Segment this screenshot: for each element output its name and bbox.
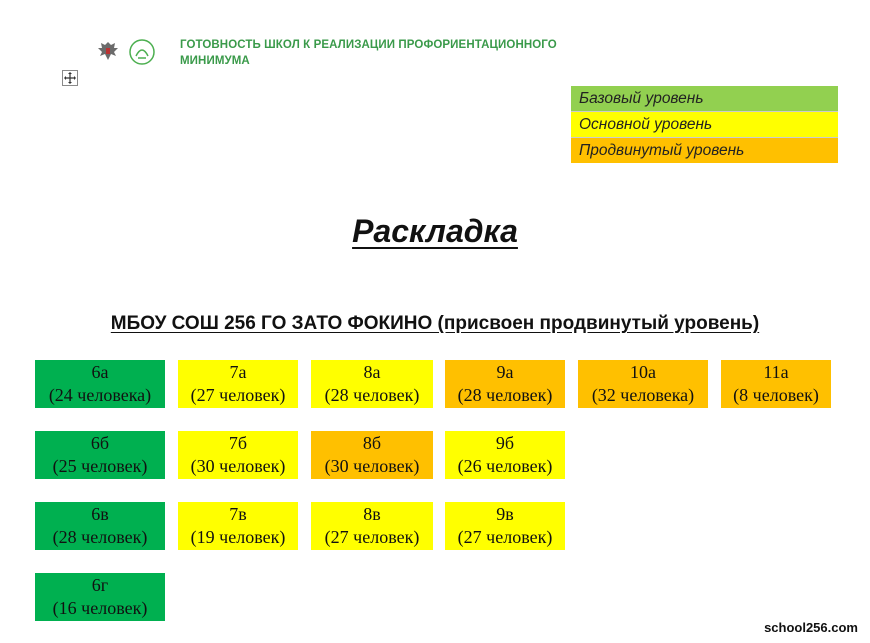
class-student-count: (8 человек) <box>733 385 819 405</box>
class-name: 8в <box>363 504 381 524</box>
class-name: 9б <box>495 433 515 453</box>
class-student-count: (27 человек) <box>190 385 286 405</box>
class-name: 8б <box>362 433 382 453</box>
class-name: 6а <box>91 362 109 382</box>
class-name: 7б <box>228 433 248 453</box>
school-title-wrap <box>0 313 870 335</box>
legend-basic-level: Базовый уровень <box>571 86 838 112</box>
watermark: school256.com <box>764 620 858 635</box>
class-student-count: (19 человек) <box>190 527 286 547</box>
class-name: 9а <box>496 362 514 382</box>
header-title: ГОТОВНОСТЬ ШКОЛ К РЕАЛИЗАЦИИ ПРОФОРИЕНТАЦИОННОГО МИНИМУМА <box>180 39 557 67</box>
class-cell-6в <box>35 502 165 550</box>
legend-advanced-level: Продвинутый уровень <box>571 138 838 163</box>
class-name: 7а <box>229 362 247 382</box>
class-cell-10а <box>578 360 708 408</box>
class-cell-9б <box>445 431 565 479</box>
class-student-count: (30 человек) <box>324 456 420 476</box>
class-student-count: (30 человек) <box>190 456 286 476</box>
class-name: 6г <box>91 575 109 595</box>
ministry-logo-icon <box>128 38 156 66</box>
class-student-count: (16 человек) <box>52 598 148 618</box>
class-cell-6а <box>35 360 165 408</box>
class-student-count: (24 человека) <box>48 385 152 405</box>
class-name: 9в <box>496 504 514 524</box>
class-student-count: (28 человек) <box>324 385 420 405</box>
class-student-count: (28 человек) <box>52 527 148 547</box>
class-cell-8б <box>311 431 433 479</box>
class-student-count: (26 человек) <box>457 456 553 476</box>
class-cell-11а <box>721 360 831 408</box>
class-cell-6г <box>35 573 165 621</box>
class-cell-7а <box>178 360 298 408</box>
class-student-count: (32 человека) <box>591 385 695 405</box>
class-name: 7в <box>229 504 247 524</box>
class-name: 6б <box>90 433 110 453</box>
class-cell-9в <box>445 502 565 550</box>
class-student-count: (28 человек) <box>457 385 553 405</box>
class-cell-8а <box>311 360 433 408</box>
level-legend <box>571 86 838 163</box>
class-student-count: (27 человек) <box>324 527 420 547</box>
page-heading-wrap <box>0 213 870 250</box>
class-cell-7в <box>178 502 298 550</box>
class-name: 11а <box>763 362 789 382</box>
class-cell-8в <box>311 502 433 550</box>
class-name: 8а <box>363 362 381 382</box>
class-name: 10а <box>630 362 656 382</box>
class-cell-9а <box>445 360 565 408</box>
school-title: МБОУ СОШ 256 ГО ЗАТО ФОКИНО (присвоен продвинутый уровень) <box>110 313 760 334</box>
class-name: 6в <box>91 504 109 524</box>
page-heading: Раскладка <box>352 213 518 249</box>
class-cell-6б <box>35 431 165 479</box>
eagle-emblem-icon <box>94 38 122 66</box>
class-cell-7б <box>178 431 298 479</box>
class-student-count: (25 человек) <box>52 456 148 476</box>
move-handle-icon[interactable] <box>62 70 78 86</box>
legend-main-level: Основной уровень <box>571 112 838 138</box>
class-student-count: (27 человек) <box>457 527 553 547</box>
